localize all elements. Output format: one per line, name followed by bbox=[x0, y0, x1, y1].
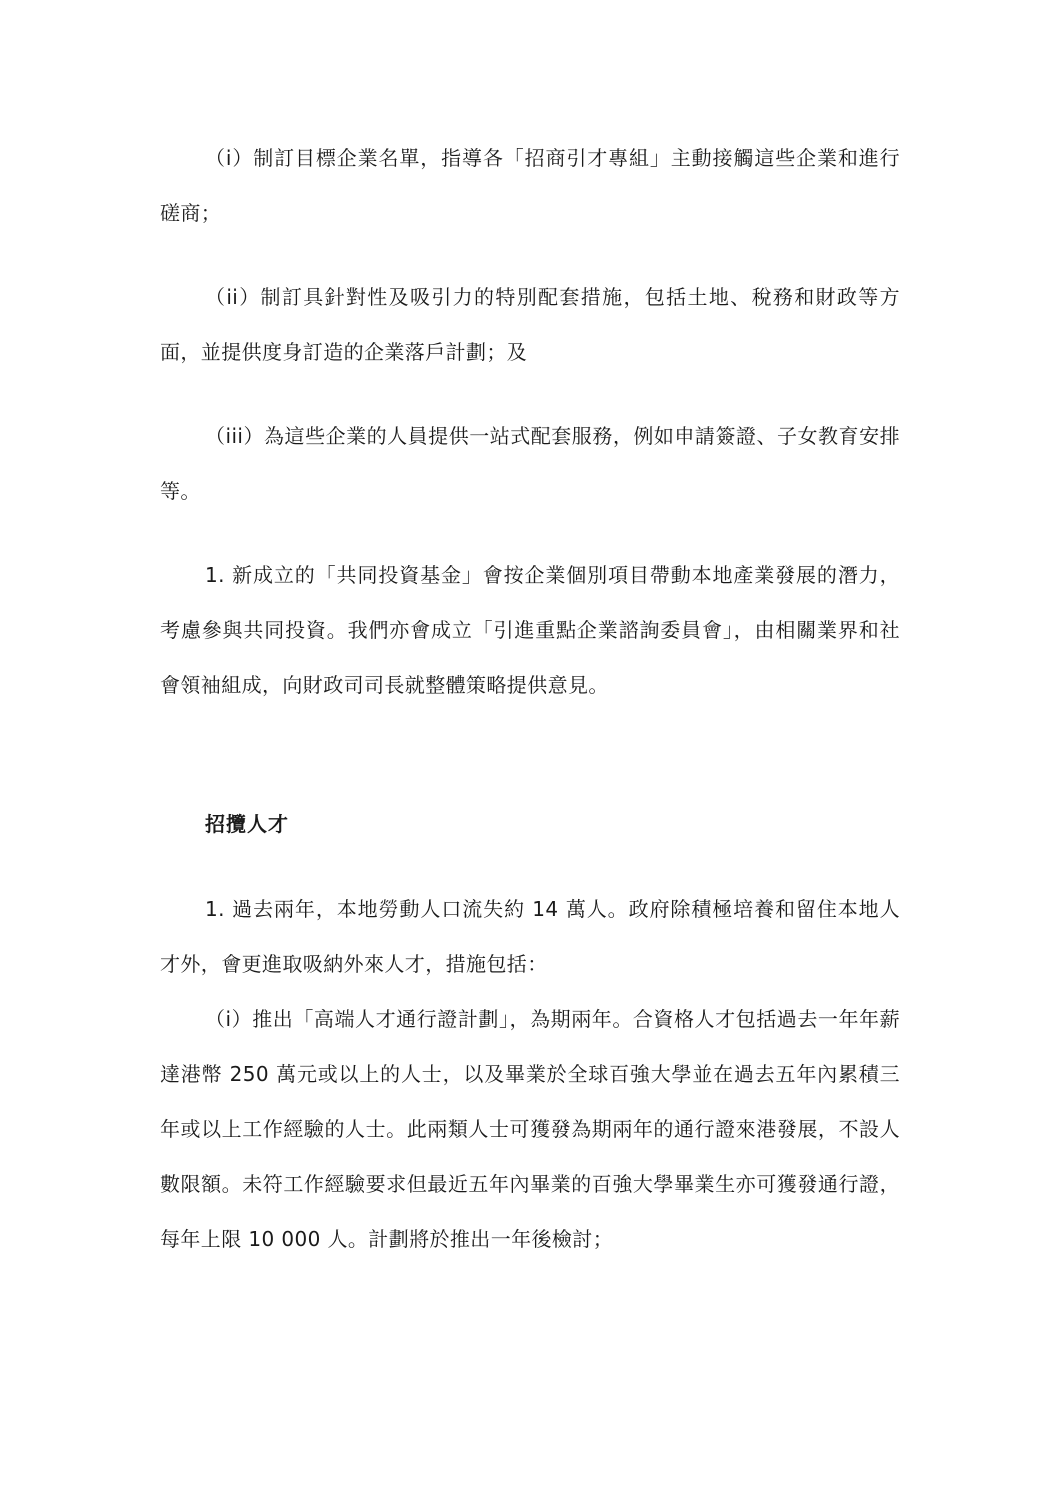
paragraph-target-enterprise-list: （i）制訂目標企業名單，指導各「招商引才專組」主動接觸這些企業和進行磋商； bbox=[160, 146, 900, 225]
paragraph-top-talent-pass: （i）推出「高端人才通行證計劃」，為期兩年。合資格人才包括過去一年年薪達港幣 250 萬元或以上的人士，以及畢業於全球百強大學並在過去五年內累積三年或以上工作經驗的人士。此兩類人士可獲發為期兩年的通行證來港發展，不設人數限額。未符工作經驗要求但最近五年內畢業的百強大學畢業生亦可獲發通行證，每年上限 10 000 人。計劃將於推出一年後檢討； bbox=[160, 1007, 900, 1251]
paragraph-co-investment-fund: 1. 新成立的「共同投資基金」會按企業個別項目帶動本地產業發展的潛力，考慮參與共同投資。我們亦會成立「引進重點企業諮詢委員會」，由相關業界和社會領袖組成，向財政司司長就整體策略提供意見。 bbox=[160, 563, 900, 697]
paragraph-special-measures: （ii）制訂具針對性及吸引力的特別配套措施，包括土地、稅務和財政等方面，並提供度身訂造的企業落戶計劃；及 bbox=[160, 285, 900, 364]
paragraph-labour-loss: 1. 過去兩年，本地勞動人口流失約 14 萬人。政府除積極培養和留住本地人才外，會更進取吸納外來人才，措施包括： bbox=[160, 897, 900, 976]
section-heading-talent: 招攬人才 bbox=[205, 812, 289, 836]
paragraph-one-stop-service: （iii）為這些企業的人員提供一站式配套服務，例如申請簽證、子女教育安排等。 bbox=[160, 424, 900, 503]
